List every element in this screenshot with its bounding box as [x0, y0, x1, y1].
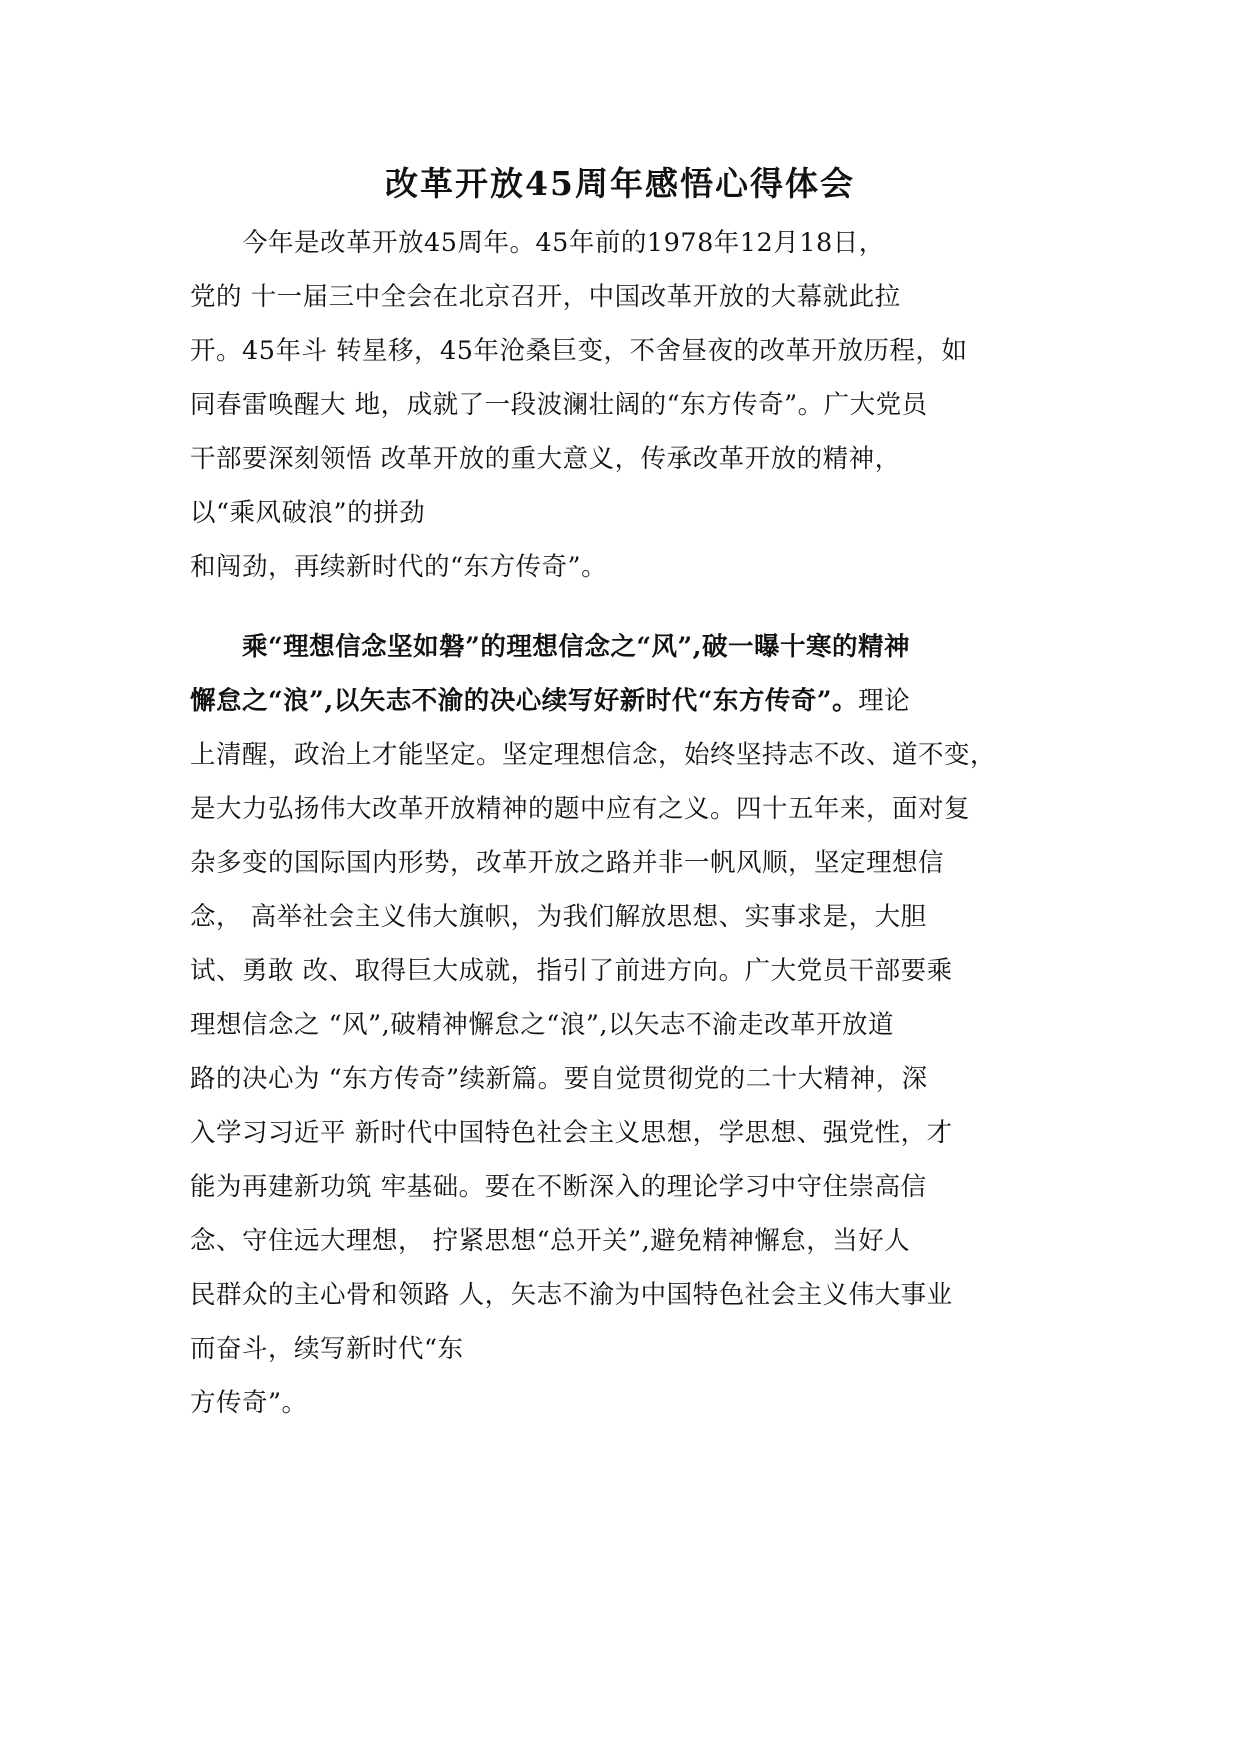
paragraph-line: 今年是改革开放45周年。45年前的1978年12月18日， — [190, 228, 885, 258]
paragraph-line: 上清醒，政治上才能坚定。坚定理想信念，始终坚持志不改、道不变， — [190, 740, 997, 770]
paragraph-line: 理想信念之 “风”,破精神懈怠之“浪”,以矢志不渝走改革开放道 — [190, 1010, 894, 1040]
paragraph-line: 以“乘风破浪”的拼劲 — [190, 498, 426, 528]
paragraph-line: 能为再建新功筑 牢基础。要在不断深入的理论学习中守住崇高信 — [190, 1172, 927, 1202]
paragraph-line: 杂多变的国际国内形势，改革开放之路并非一帆风顺，坚定理想信 — [190, 848, 945, 878]
paragraph-line: 开。45年斗 转星移，45年沧桑巨变，不舍昼夜的改革开放历程，如 — [190, 336, 968, 366]
paragraph-line: 和闯劲，再续新时代的“东方传奇”。 — [190, 552, 608, 582]
paragraph-line: 路的决心为 “东方传奇”续新篇。要自觉贯彻党的二十大精神，深 — [190, 1064, 928, 1094]
paragraph-line: 是大力弘扬伟大改革开放精神的题中应有之义。四十五年来，面对复 — [190, 794, 971, 824]
paragraph-line: 干部要深刻领悟 改革开放的重大意义，传承改革开放的精神， — [190, 444, 901, 474]
paragraph-line: 念、守住远大理想， 拧紧思想“总开关”,避免精神懈怠，当好人 — [190, 1226, 911, 1256]
paragraph-line: 民群众的主心骨和领路 人，矢志不渝为中国特色社会主义伟大事业 — [190, 1280, 953, 1310]
paragraph-text: 理论 — [858, 686, 911, 716]
document-title: 改革开放45周年感悟心得体会 — [385, 164, 855, 203]
paragraph-line — [190, 684, 910, 718]
paragraph-line: 同春雷唤醒大 地，成就了一段波澜壮阔的“东方传奇”。广大党员 — [190, 390, 928, 420]
paragraph-line: 方传奇”。 — [190, 1388, 308, 1418]
paragraph-heading-text: 懈怠之“浪”,以矢志不渝的决心续写好新时代“东方传奇”。 — [190, 686, 859, 716]
paragraph-line: 试、勇敢 改、取得巨大成就，指引了前进方向。广大党员干部要乘 — [190, 956, 953, 986]
paragraph-line: 而奋斗，续写新时代“东 — [190, 1334, 464, 1364]
paragraph-line: 念， 高举社会主义伟大旗帜，为我们解放思想、实事求是，大胆 — [190, 902, 927, 932]
paragraph-line: 党的 十一届三中全会在北京召开，中国改革开放的大幕就此拉 — [190, 282, 901, 312]
paragraph-line: 入学习习近平 新时代中国特色社会主义思想，学思想、强党性，才 — [190, 1118, 953, 1148]
paragraph-heading-line: 乘“理想信念坚如磐”的理想信念之“风”,破一曝十寒的精神 — [190, 632, 911, 662]
